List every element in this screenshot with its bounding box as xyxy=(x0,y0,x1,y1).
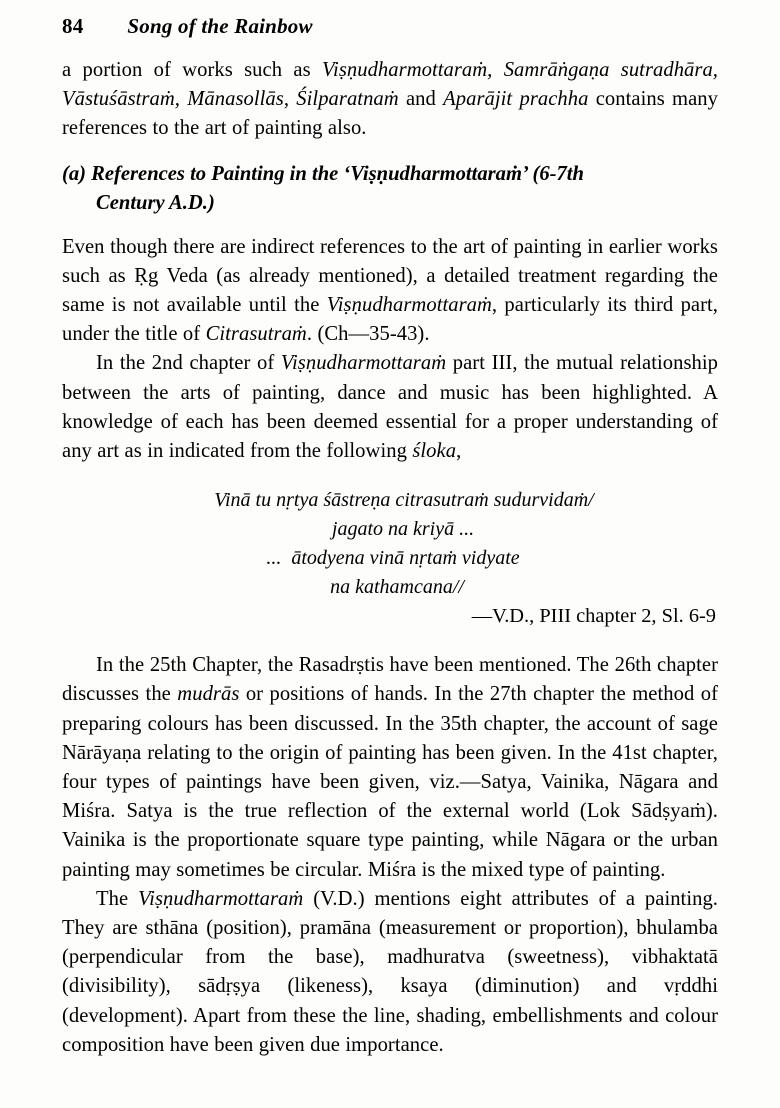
paragraph-opening xyxy=(62,56,718,144)
verse-line-1: Vinā tu nṛtya śāstreṇa citrasutraṁ sudurvidaṁ/ xyxy=(214,489,594,512)
section-heading-line-1: (a) References to Painting in the ‘Viṣṇudharmottaraṁ’ (6-7th xyxy=(62,162,584,185)
para-1-title-aparajit: Aparājit prachha xyxy=(443,88,589,111)
paragraph-second-chapter: In the 2nd chapter of Viṣṇudharmottaraṁ part III, the mutual relationship between the arts of painting, dance and music has been highlighted. A knowledge of each has been deemed essential for a proper understanding of any art as in indicated from the following śloka, xyxy=(62,352,719,463)
verse-line-3: ... ātodyena vinā nṛtaṁ vidyate xyxy=(266,547,520,570)
running-title: Song of the Rainbow xyxy=(127,14,313,38)
para-1-seg-1: a portion of works such as xyxy=(62,59,322,81)
spacer xyxy=(62,466,718,486)
page-number: 84 xyxy=(62,14,84,38)
verse-line-2: jagato na kriyā ... xyxy=(331,518,475,541)
section-heading-line-2: Century A.D.) xyxy=(96,192,215,215)
paragraph-25th-chapter: In the 25th Chapter, the Rasadrṣtis have been mentioned. The 26th chapter discusses the mudrās or positions of hands. In the 27th chapter the method of preparing colours has been discussed. In the 35th chapter, the account of sage Nārāyaṇa relating to the origin of painting has been given. In the 41st chapter, four types of paintings have been given, viz.—Satya, Vainika, Nāgara and Miśra. Satya is the true reflection of the external world (Lok Sādṣyaṁ). Vainika is the proportionate square type painting, while Nāgara or the urban painting may sometimes be circular. Miśra is the mixed type of painting. xyxy=(62,654,718,881)
paragraph-even-though: Even though there are indirect references to the art of painting in earlier works such as Ṛg Veda (as already mentioned), a detailed treatment regarding the same is not available until the Viṣṇudharmottaraṁ, particularly its third part, under the title of Citrasutraṁ. (Ch—35-43). xyxy=(62,235,718,346)
running-head xyxy=(62,14,718,42)
paragraph-eight-attributes: The Viṣṇudharmottaraṁ (V.D.) mentions eight attributes of a painting. They are sthāna (position), pramāna (measurement or proportion), bhulamba (perpendicular from the base), madhuratva (sweetness), vibhaktatā (divisibility), sādṛṣya (likeness), ksaya (diminution) and vṛddhi (development). Apart from these the line, shading, embellishments and colour composition have been given due importance. xyxy=(62,887,718,1056)
verse-line-4: na kathamcana// xyxy=(330,576,464,599)
sanskrit-verse-block xyxy=(62,486,718,602)
para-1-seg-5: contains many references to the art of painting also. xyxy=(62,88,719,140)
verse-attribution: —V.D., PIII chapter 2, Sl. 6-9 xyxy=(471,605,716,628)
para-1-titles-italic: Viṣṇudharmottaraṁ, Samrāṅgaṇa sutradhāra, Vāstuśāstraṁ, Mānasollās, Śilparatnaṁ xyxy=(62,59,719,111)
spacer xyxy=(62,631,718,651)
text-column xyxy=(62,56,718,1060)
section-heading-a xyxy=(62,160,718,219)
spacer xyxy=(62,219,718,233)
spacer xyxy=(62,144,718,160)
para-1-seg-3: and xyxy=(398,88,444,111)
